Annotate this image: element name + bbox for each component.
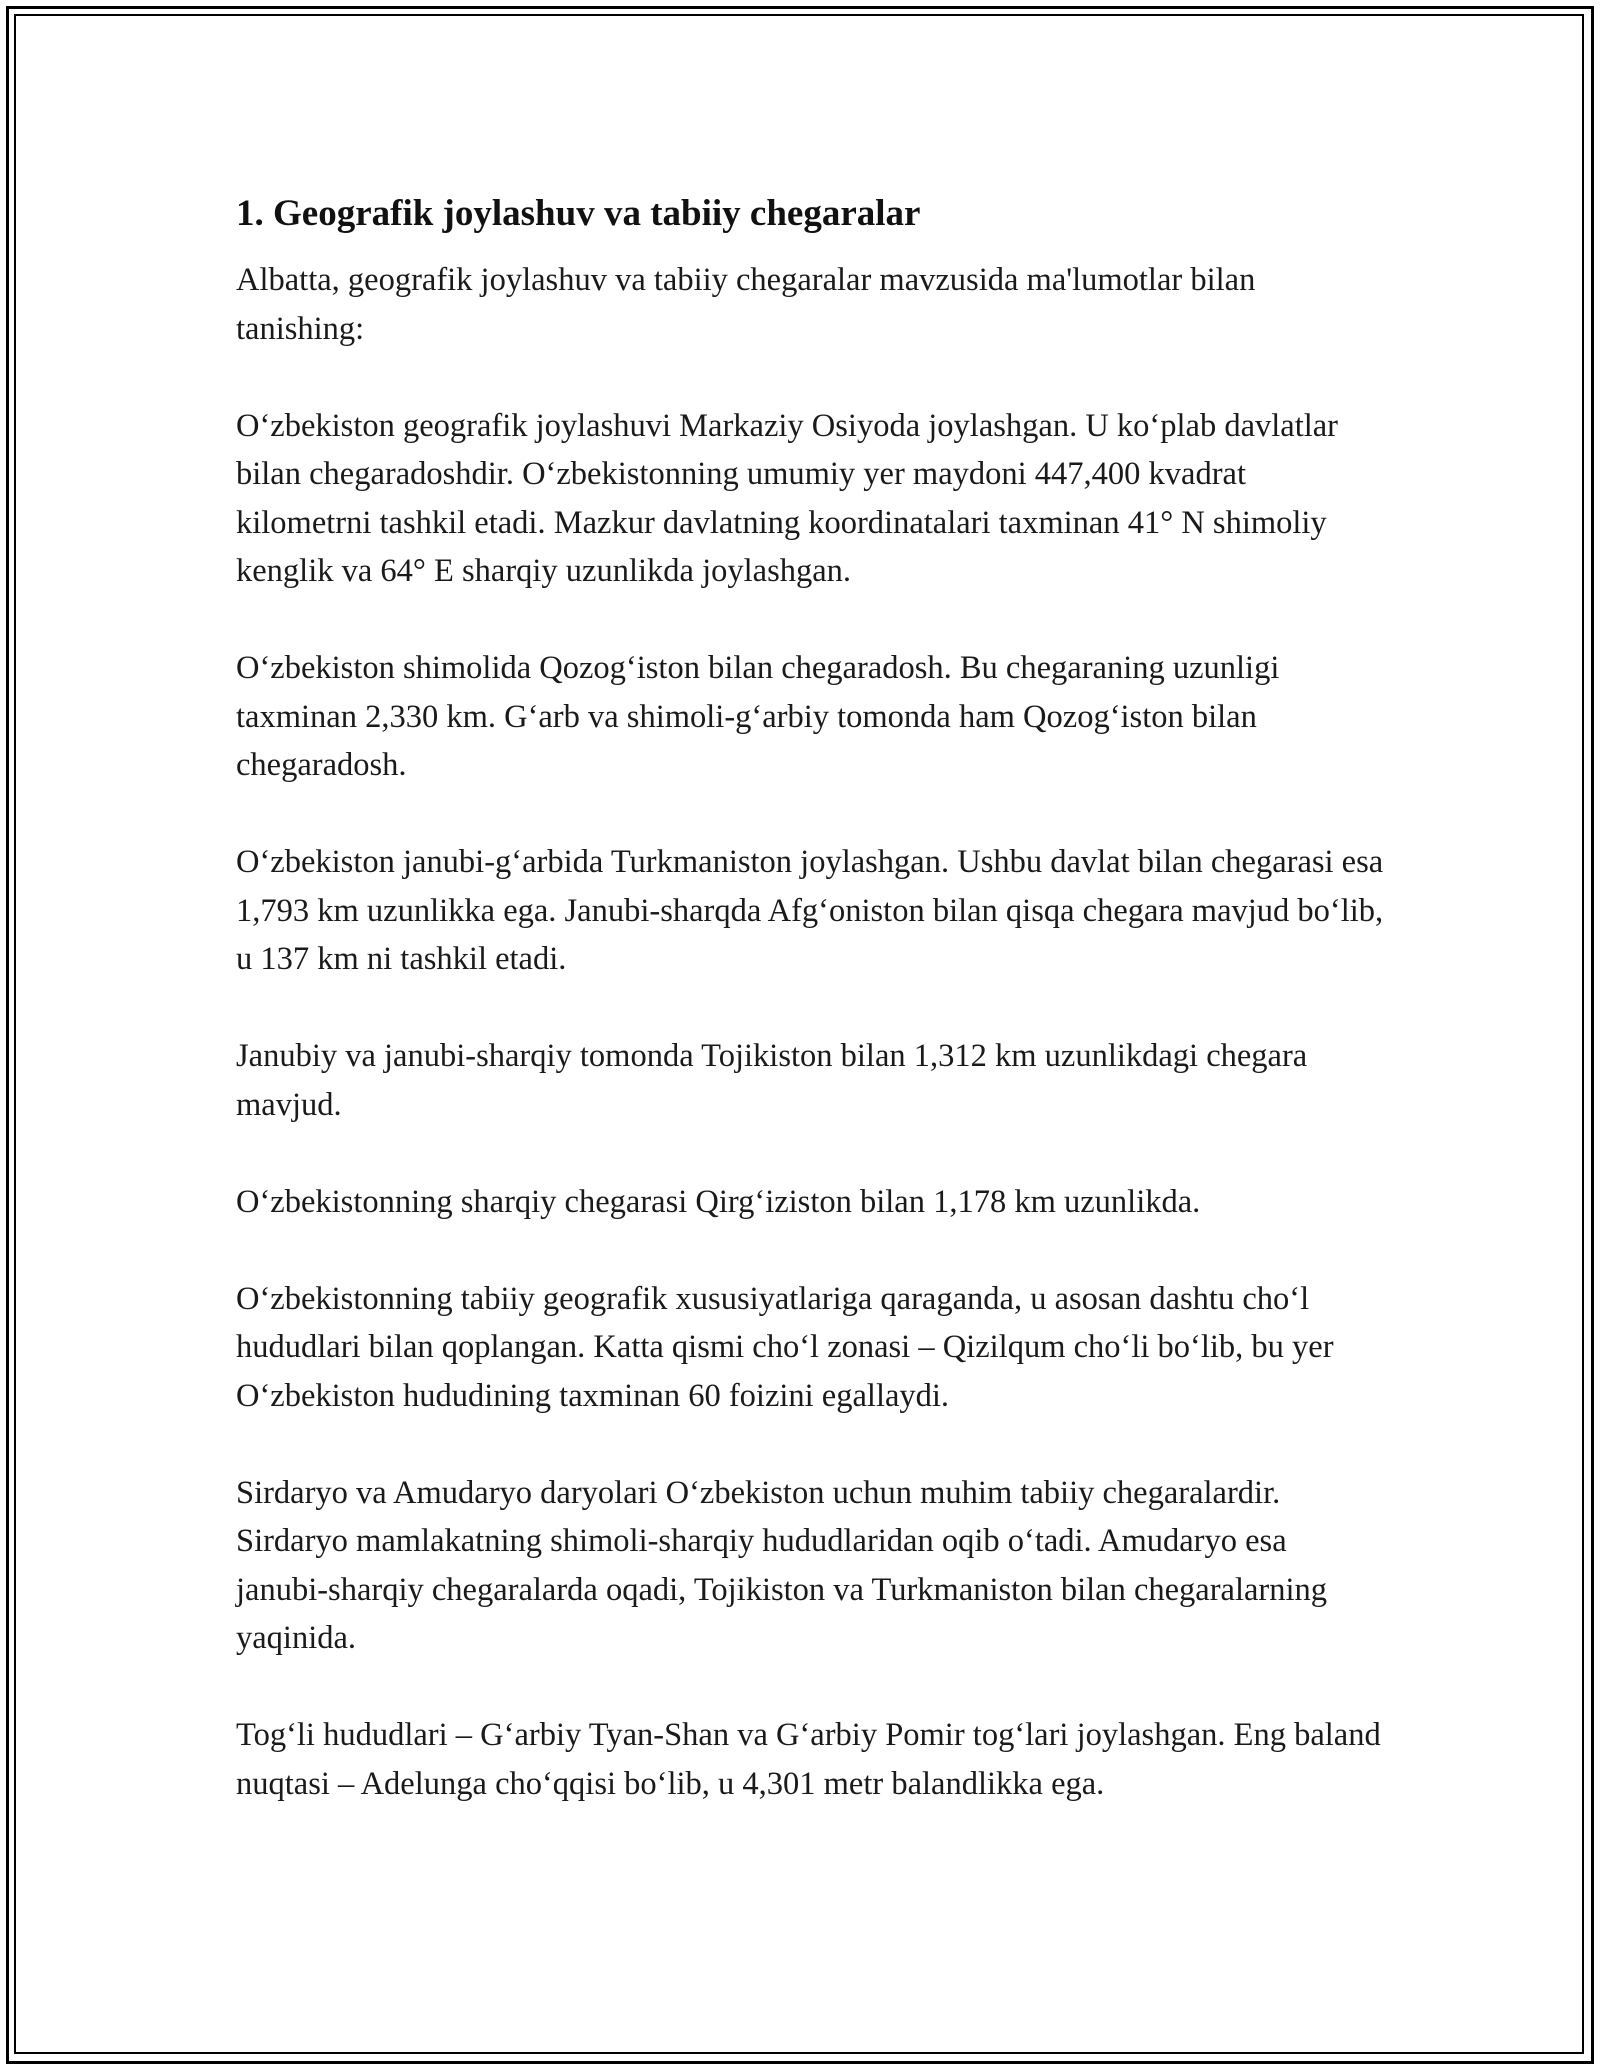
paragraph-natural-features: O‘zbekistonning tabiiy geografik xususiyatlariga qaraganda, u asosan dashtu cho‘l hududlari bilan qoplangan. Katta qismi cho‘l zonasi – Qizilqum cho‘li bo‘lib, bu yer O‘zbekiston hududining taxminan 60 foizini egallaydi. [236, 1280, 1334, 1414]
paragraph-kazakhstan-border: O‘zbekiston shimolida Qozog‘iston bilan chegaradosh. Bu chegaraning uzunligi taxminan 2,330 km. G‘arb va shimoli-g‘arbiy tomonda ham Qozog‘iston bilan chegaradosh. [236, 650, 1280, 783]
paragraph-location: O‘zbekiston geografik joylashuvi Markaziy Osiyoda joylashgan. U ko‘plab davlatlar bilan chegaradoshdir. O‘zbekistonning umumiy yer maydoni 447,400 kvadrat kilometrni tashkil etadi. Mazkur davlatning koordinatalari taxminan 41° N shimoliy kenglik va 64° E sharqiy uzunlikda joylashgan. [236, 407, 1339, 589]
section-heading: 1. Geografik joylashuv va tabiiy chegaralar [236, 193, 921, 234]
paragraph-intro: Albatta, geografik joylashuv va tabiiy chegaralar mavzusida ma'lumotlar bilan tanishing: [236, 262, 1256, 347]
paragraph-kyrgyzstan-border: O‘zbekistonning sharqiy chegarasi Qirg‘iziston bilan 1,178 km uzunlikda. [236, 1183, 1201, 1220]
paragraph-tajikistan-border: Janubiy va janubi-sharqiy tomonda Tojikiston bilan 1,312 km uzunlikdagi chegara mavjud. [236, 1038, 1308, 1123]
document-body [236, 190, 1386, 1857]
paragraph-mountains: Tog‘li hududlari – G‘arbiy Tyan-Shan va G‘arbiy Pomir tog‘lari joylashgan. Eng baland nuqtasi – Adelunga cho‘qqisi bo‘lib, u 4,301 metr balandlikka ega. [236, 1717, 1381, 1802]
paragraph-rivers: Sirdaryo va Amudaryo daryolari O‘zbekiston uchun muhim tabiiy chegaralardir. Sirdaryo mamlakatning shimoli-sharqiy hududlaridan oqib o‘tadi. Amudaryo esa janubi-sharqiy chegaralarda oqadi, Tojikiston va Turkmaniston bilan chegaralarning yaqinida. [236, 1474, 1328, 1656]
paragraph-turkmenistan-border: O‘zbekiston janubi-g‘arbida Turkmaniston joylashgan. Ushbu davlat bilan chegarasi esa 1,793 km uzunlikka ega. Janubi-sharqda Afg‘oniston bilan qisqa chegara mavjud bo‘lib, u 137 km ni tashkil etadi. [236, 844, 1384, 977]
